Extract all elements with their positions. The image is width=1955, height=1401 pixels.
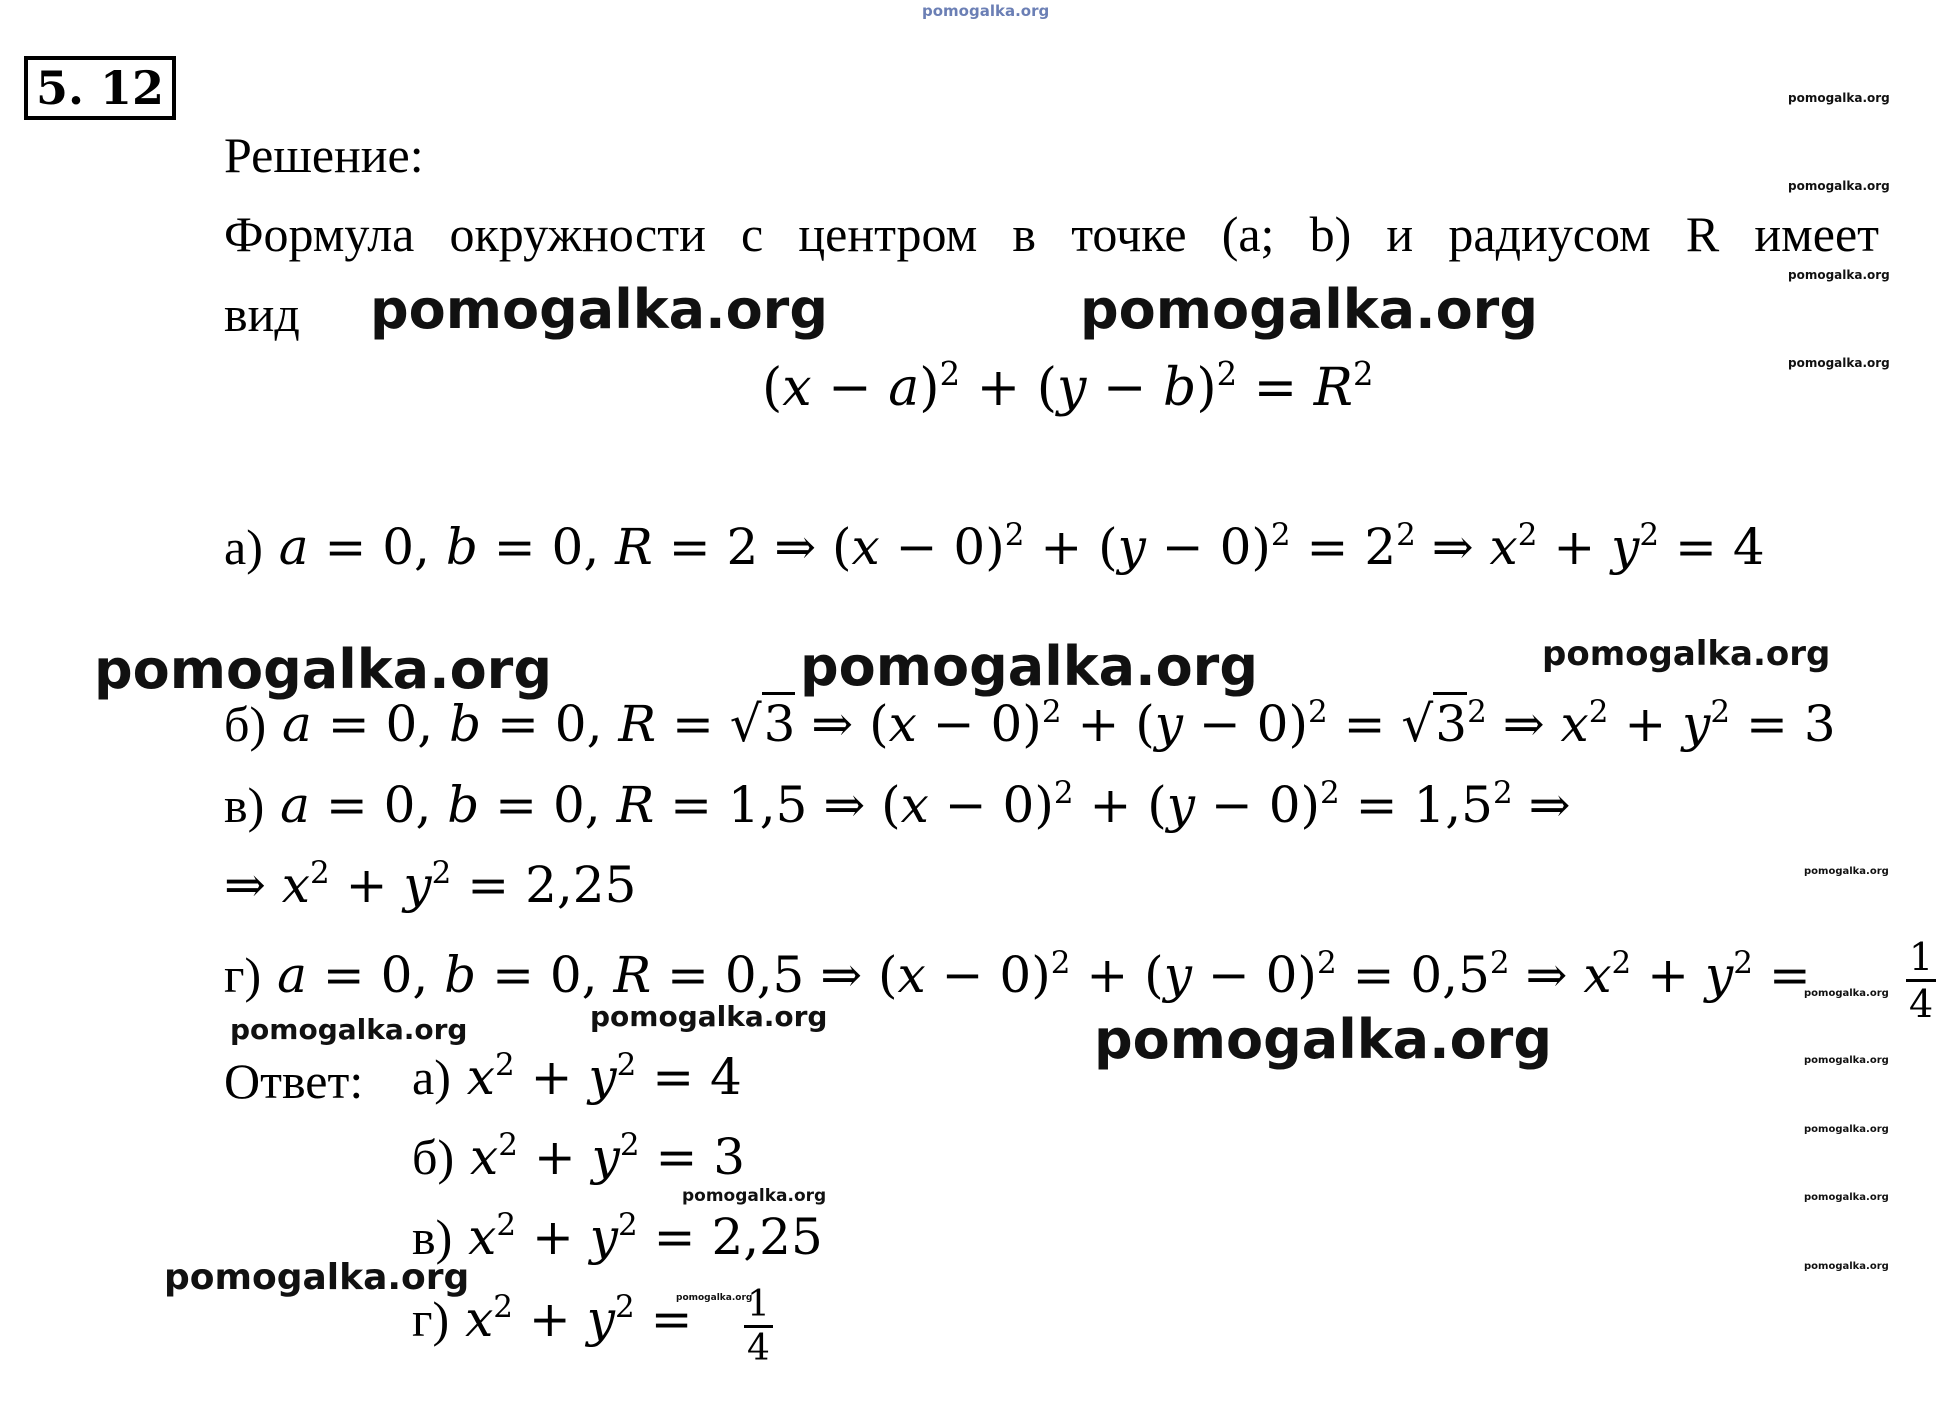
intro-line-1: Формула окружности с центром в точке (a; b) и радиусом R имеет	[224, 206, 1879, 262]
watermark: pomogalka.org	[1804, 1261, 1889, 1272]
watermark: pomogalka.org	[1080, 278, 1538, 341]
watermark: pomogalka.org	[1542, 634, 1831, 674]
part-b-result: 3	[1803, 695, 1836, 753]
answer-v: в) $x^2 + y^2 = 2,25$	[412, 1206, 823, 1266]
answer-b-value: 3	[713, 1128, 746, 1186]
part-a: а) a = 0, b = 0, R = 2 ⇒ $(x - 0)^2 + (y - 0)^2 = 2^2$ ⇒ $x^2 + y^2 = 4$	[224, 516, 1765, 576]
answer-g: г) $x^2 + y^2$ =	[412, 1288, 693, 1348]
answer-a-label: а)	[412, 1049, 451, 1105]
watermark: pomogalka.org	[164, 1257, 470, 1298]
watermark: pomogalka.org	[1094, 1008, 1552, 1071]
part-a-result: 4	[1732, 518, 1765, 576]
watermark: pomogalka.org	[1788, 268, 1890, 282]
top-watermark: pomogalka.org	[922, 2, 1050, 20]
part-g-radius-sq: 0,5	[1410, 946, 1490, 1004]
watermark: pomogalka.org	[1804, 1192, 1889, 1203]
watermark: pomogalka.org	[682, 1186, 827, 1206]
answer-b: б) $x^2 + y^2 = 3$	[412, 1126, 746, 1186]
circle-formula: $(x - a)^2 + (y - b)^2 = R^2$	[762, 355, 1374, 418]
part-v-radius-sq: 1,5	[1413, 776, 1493, 834]
watermark: pomogalka.org	[800, 635, 1258, 698]
part-v-radius: 1,5	[727, 776, 808, 834]
answer-v-label: в)	[412, 1209, 453, 1265]
part-b-label: б)	[224, 696, 267, 752]
watermark: pomogalka.org	[1804, 866, 1889, 877]
part-g-radius: 0,5	[724, 946, 805, 1004]
part-b-radius: 3	[762, 692, 796, 753]
watermark: pomogalka.org	[230, 1013, 468, 1046]
watermark: pomogalka.org	[1804, 1055, 1889, 1066]
watermark: pomogalka.org	[1788, 91, 1890, 105]
answer-g-fraction-den: 4	[747, 1328, 770, 1369]
solution-heading: Решение:	[224, 127, 424, 183]
part-v: в) a = 0, b = 0, R = 1,5 ⇒ $(x - 0)^2 + (y - 0)^2 = 1,5^2$ ⇒	[224, 774, 1571, 834]
watermark: pomogalka.org	[676, 1293, 753, 1303]
answer-a: а) $x^2 + y^2 = 4$	[412, 1046, 742, 1106]
answer-g-label: г)	[412, 1291, 450, 1347]
problem-number	[24, 56, 176, 120]
part-a-label: а)	[224, 519, 263, 575]
watermark: pomogalka.org	[590, 1000, 828, 1033]
part-g: г) a = 0, b = 0, R = 0,5 ⇒ $(x - 0)^2 + (y - 0)^2 = 0,5^2$ ⇒ $x^2 + y^2$ =	[224, 944, 1811, 1004]
watermark: pomogalka.org	[1788, 179, 1890, 193]
watermark: pomogalka.org	[370, 278, 828, 341]
part-b-radius-sq: 3	[1433, 692, 1467, 753]
answer-a-value: 4	[710, 1048, 742, 1106]
part-b: б) a = 0, b = 0, R = √3 ⇒ $(x - 0)^2 + (y - 0)^2 = √3^2$ ⇒ $x^2 + y^2 = 3$	[224, 693, 1836, 753]
watermark: pomogalka.org	[94, 638, 552, 701]
answer-v-value: 2,25	[711, 1208, 823, 1266]
answer-g-fraction-num: 1	[744, 1284, 773, 1328]
answer-b-label: б)	[412, 1129, 455, 1185]
part-v-label: в)	[224, 777, 265, 833]
intro-line-2: вид	[224, 286, 300, 342]
part-g-fraction-num: 1	[1906, 935, 1936, 982]
part-a-radius-sq: 2	[1364, 518, 1397, 576]
watermark: pomogalka.org	[1788, 356, 1890, 370]
watermark: pomogalka.org	[1804, 988, 1889, 999]
problem-number-text: 5. 12	[35, 61, 165, 115]
answer-label: Ответ:	[224, 1053, 364, 1109]
part-g-label: г)	[224, 947, 262, 1003]
watermark: pomogalka.org	[1804, 1124, 1889, 1135]
part-g-fraction-den: 4	[1909, 982, 1934, 1026]
part-a-radius: 2	[726, 518, 759, 576]
part-g-fraction	[1906, 935, 1936, 1026]
part-v-continuation: ⇒ $x^2 + y^2 = 2,25$	[224, 854, 637, 914]
part-v-result: 2,25	[525, 856, 637, 914]
